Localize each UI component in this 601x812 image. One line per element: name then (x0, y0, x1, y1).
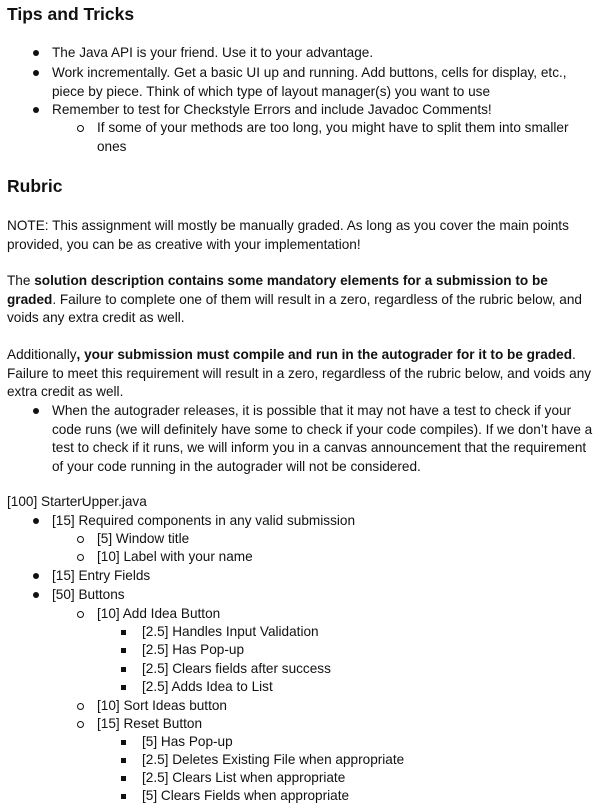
hollow-bullet-icon (77, 703, 84, 710)
rubric-window-title: [5] Window title (97, 531, 190, 546)
rubric-compile (7, 346, 592, 402)
bullet-icon (33, 70, 39, 76)
hollow-bullet-icon (77, 611, 84, 618)
rubric-sort-ideas: [10] Sort Ideas button (97, 698, 227, 713)
mandatory-bold: solution description contains some mandatory elements for a submission to be graded (7, 273, 548, 307)
hollow-bullet-icon (77, 125, 84, 132)
hollow-bullet-icon (77, 554, 84, 561)
hollow-bullet-icon (77, 721, 84, 728)
rubric-reset-item-4: [5] Clears Fields when appropriate (142, 788, 350, 803)
square-bullet-icon (121, 740, 126, 745)
bullet-icon (33, 518, 39, 524)
rubric-reset-item-2: [2.5] Deletes Existing File when appropriate (142, 752, 405, 767)
rubric-heading: Rubric (7, 176, 63, 196)
rubric-mandatory (7, 272, 592, 328)
rubric-file-line: [100] StarterUpper.java (7, 494, 147, 509)
rubric-reset-item-1: [5] Has Pop-up (142, 734, 233, 749)
autograder-bullet: When the autograder releases, it is possible that it may not have a test to check if your code runs (we will definitely have some to check if your code compiles). If we don’t have a test to check if it runs, we will inform you in a canvas announcement that the requirement of your code running in the autograder will not be considered. (52, 403, 593, 474)
tips-subitem: If some of your methods are too long, you might have to split them into smaller ones (97, 120, 569, 154)
compile-bold: , your submission must compile and run in the autograder for it to be graded (76, 347, 572, 362)
rubric-add-item-3: [2.5] Clears fields after success (142, 661, 331, 676)
rubric-label-name: [10] Label with your name (97, 549, 253, 564)
square-bullet-icon (121, 630, 126, 635)
tips-item-2: Work incrementally. Get a basic UI up and running. Add buttons, cells for display, etc., piece by piece. Think of which type of layout manager(s) you want to use (52, 65, 567, 99)
compile-post: . Failure to meet this requirement will result in a zero, regardless of the rubric below, and voids any extra credit as well. (7, 347, 592, 399)
tips-heading: Tips and Tricks (7, 4, 135, 24)
bullet-icon (33, 408, 39, 414)
rubric-required: [15] Required components in any valid submission (52, 513, 356, 528)
rubric-reset-item-3: [2.5] Clears List when appropriate (142, 770, 346, 785)
rubric-note: NOTE: This assignment will mostly be manually graded. As long as you cover the main points provided, you can be as creative with your implementation! (7, 218, 569, 252)
bullet-icon (33, 592, 39, 598)
rubric-add-idea: [10] Add Idea Button (97, 606, 221, 621)
bullet-icon (33, 107, 39, 113)
mandatory-pre: The (7, 273, 35, 288)
square-bullet-icon (121, 667, 126, 672)
compile-pre: Additionally (7, 347, 77, 362)
square-bullet-icon (121, 776, 126, 781)
rubric-add-item-2: [2.5] Has Pop-up (142, 642, 245, 657)
mandatory-post: . Failure to complete one of them will result in a zero, regardless of the rubric below, and voids any extra credit as well. (7, 291, 582, 325)
square-bullet-icon (121, 794, 126, 799)
tips-item-1: The Java API is your friend. Use it to your advantage. (52, 45, 374, 60)
rubric-buttons: [50] Buttons (52, 587, 125, 602)
tips-item-3: Remember to test for Checkstyle Errors and include Javadoc Comments! (52, 102, 492, 117)
square-bullet-icon (121, 648, 126, 653)
rubric-entry-fields: [15] Entry Fields (52, 568, 151, 583)
square-bullet-icon (121, 758, 126, 763)
bullet-icon (33, 50, 39, 56)
square-bullet-icon (121, 685, 126, 690)
bullet-icon (33, 573, 39, 579)
rubric-add-item-1: [2.5] Handles Input Validation (142, 624, 319, 639)
rubric-add-item-4: [2.5] Adds Idea to List (142, 679, 273, 694)
rubric-reset: [15] Reset Button (97, 716, 203, 731)
hollow-bullet-icon (77, 536, 84, 543)
